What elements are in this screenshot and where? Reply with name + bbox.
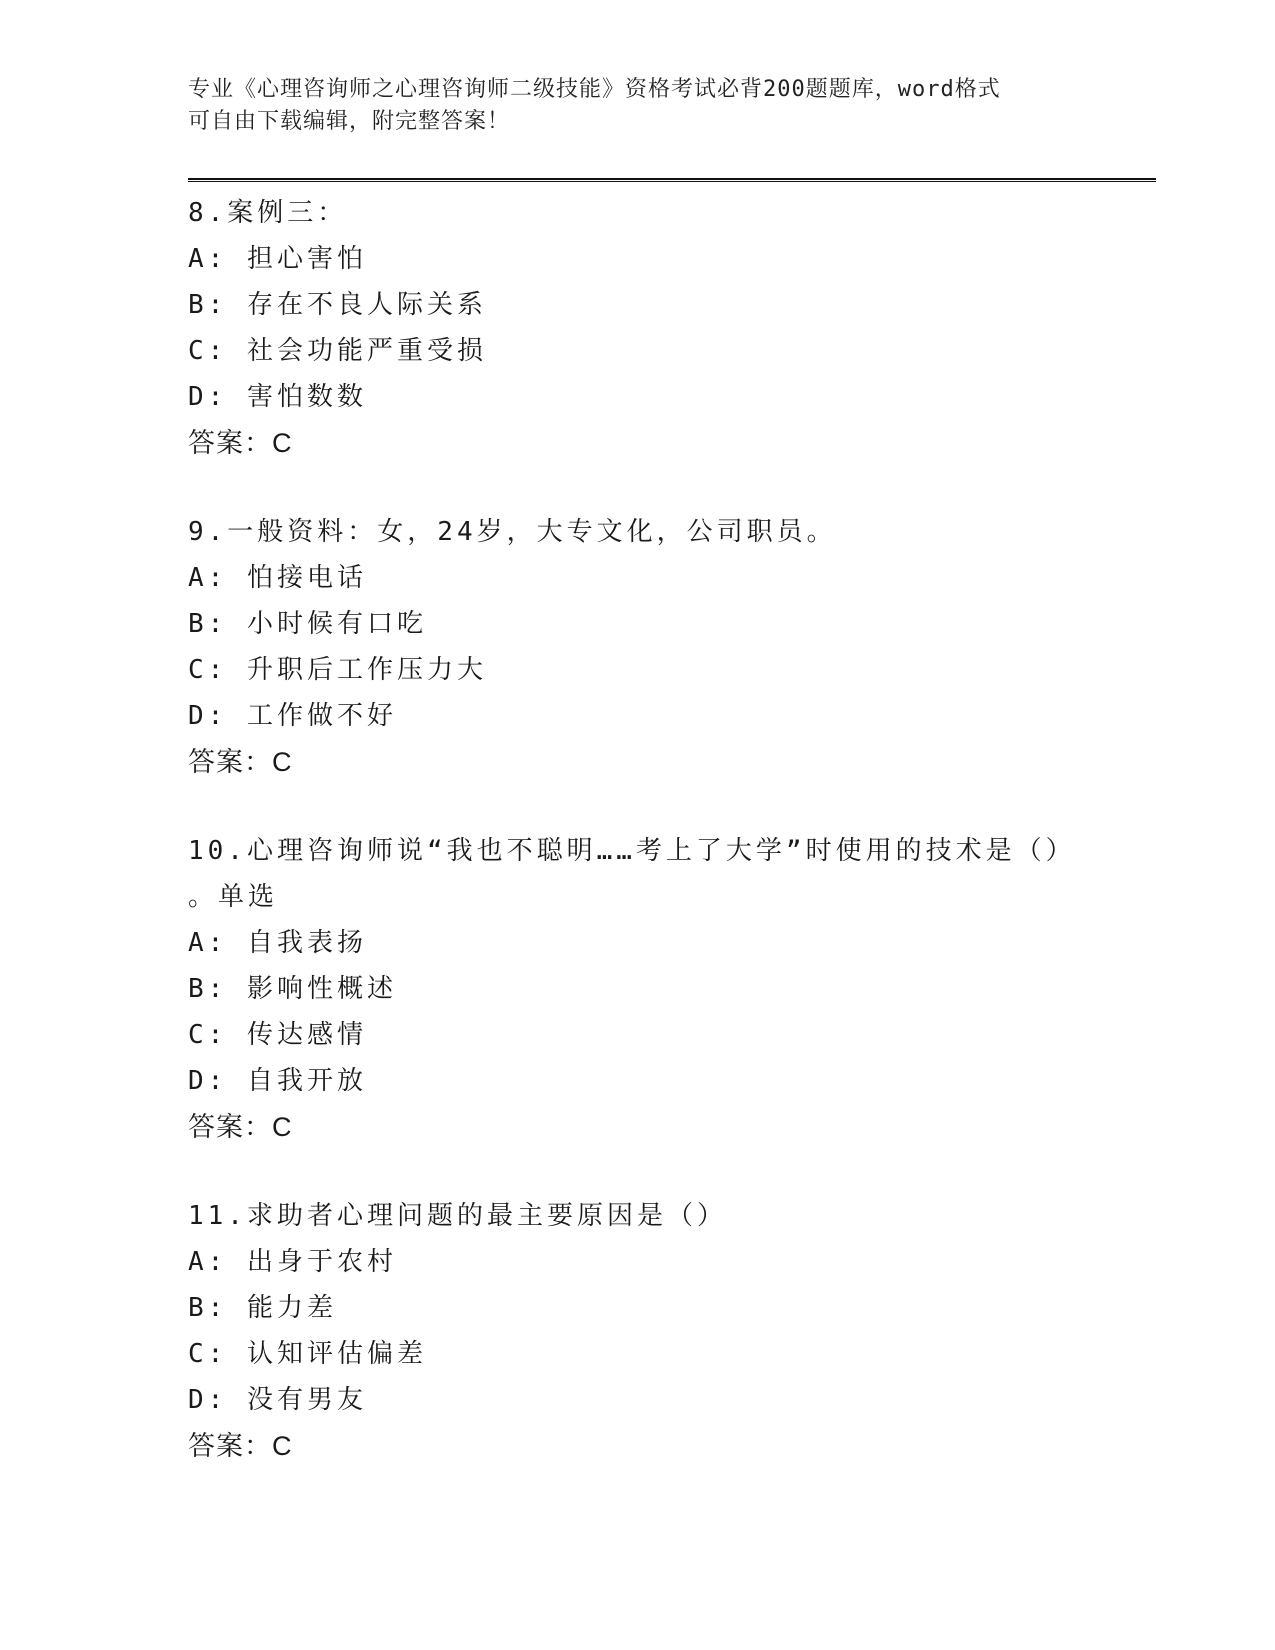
option-a: A: 自我表扬	[188, 928, 367, 958]
question-9	[188, 509, 1108, 785]
question-stem-continuation: 。单选	[188, 882, 279, 912]
question-stem: 9.一般资料：女，24岁，大专文化，公司职员。	[188, 517, 837, 547]
option-c: C: 传达感情	[188, 1020, 367, 1050]
option-d: D: 工作做不好	[188, 701, 397, 731]
question-list	[188, 190, 1108, 1512]
question-stem: 11.求助者心理问题的最主要原因是（）	[188, 1201, 727, 1231]
option-b: B: 小时候有口吃	[188, 609, 427, 639]
answer-line: 答案：C	[188, 428, 293, 458]
option-a: A: 怕接电话	[188, 563, 367, 593]
option-b: B: 影响性概述	[188, 974, 397, 1004]
option-c: C: 社会功能严重受损	[188, 336, 487, 366]
option-c: C: 升职后工作压力大	[188, 655, 487, 685]
option-d: D: 自我开放	[188, 1066, 367, 1096]
question-11	[188, 1193, 1108, 1469]
option-c: C: 认知评估偏差	[188, 1339, 427, 1369]
option-a: A: 出身于农村	[188, 1247, 397, 1277]
header-line-2: 可自由下载编辑，附完整答案！	[188, 109, 511, 134]
option-d: D: 没有男友	[188, 1385, 367, 1415]
answer-line: 答案：C	[188, 747, 293, 777]
option-b: B: 存在不良人际关系	[188, 290, 487, 320]
answer-line: 答案：C	[188, 1431, 293, 1461]
header-divider	[188, 178, 1156, 182]
option-d: D: 害怕数数	[188, 382, 367, 412]
question-stem: 10.心理咨询师说“我也不聪明……考上了大学”时使用的技术是（）	[188, 836, 1076, 866]
answer-line: 答案：C	[188, 1112, 293, 1142]
question-8	[188, 190, 1108, 466]
option-b: B: 能力差	[188, 1293, 337, 1323]
question-10	[188, 828, 1108, 1150]
document-header	[188, 74, 1088, 138]
question-stem: 8.案例三：	[188, 198, 348, 228]
option-a: A: 担心害怕	[188, 244, 367, 274]
header-line-1: 专业《心理咨询师之心理咨询师二级技能》资格考试必背200题题库，word格式	[188, 77, 1001, 102]
